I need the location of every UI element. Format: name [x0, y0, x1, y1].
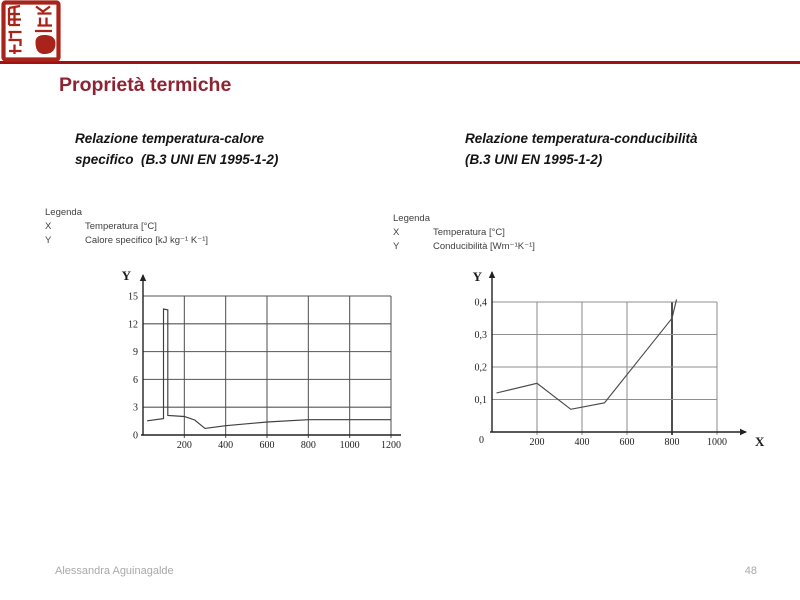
legend-y-desc: Calore specifico [kJ kg⁻¹ K⁻¹]: [85, 234, 209, 246]
svg-text:6: 6: [133, 374, 138, 386]
svg-text:0,3: 0,3: [474, 330, 487, 341]
svg-text:0: 0: [479, 435, 484, 446]
chart-title-line: (B.3 UNI EN 1995-1-2): [465, 151, 603, 167]
svg-text:Y: Y: [472, 269, 482, 284]
legend-x-row: [45, 220, 208, 234]
footer-author: Alessandra Aguinagalde: [55, 565, 174, 577]
svg-text:800: 800: [664, 437, 680, 448]
legend-x-desc: Temperatura [°C]: [433, 226, 505, 238]
legend-conductivity: [393, 212, 535, 253]
svg-text:3: 3: [133, 402, 138, 414]
legend-y-key: Y: [393, 240, 400, 252]
legend-x-key: X: [45, 220, 52, 232]
svg-text:600: 600: [259, 440, 275, 451]
legend-y-row: [45, 234, 208, 248]
chart-title-conductivity: [465, 129, 698, 171]
svg-text:Y: Y: [121, 268, 131, 283]
legend-heading: Legenda: [393, 213, 430, 224]
conductivity-chart: [450, 260, 790, 460]
svg-text:400: 400: [218, 440, 234, 451]
svg-text:1000: 1000: [707, 437, 727, 448]
header-accent-line: [0, 61, 800, 64]
svg-text:200: 200: [176, 440, 192, 451]
svg-text:800: 800: [300, 440, 316, 451]
legend-heading: Legenda: [45, 207, 82, 218]
svg-text:X: X: [755, 434, 765, 449]
chart-title-specific-heat: [75, 129, 278, 171]
svg-text:9: 9: [133, 347, 138, 359]
footer-page-number: 48: [744, 565, 757, 577]
svg-text:0,4: 0,4: [474, 297, 487, 309]
svg-text:12: 12: [128, 319, 138, 331]
svg-text:200: 200: [529, 437, 545, 448]
legend-x-key: X: [393, 226, 400, 238]
svg-text:0,2: 0,2: [474, 362, 487, 374]
svg-text:15: 15: [128, 291, 138, 303]
svg-text:0: 0: [133, 430, 138, 442]
legend-y-desc: Conducibilità [Wm⁻¹K⁻¹]: [433, 240, 535, 252]
legend-x-desc: Temperatura [°C]: [85, 220, 157, 232]
specific-heat-chart: [100, 265, 410, 460]
chart-title-line: Relazione temperatura-calore: [75, 131, 265, 146]
svg-text:1200: 1200: [381, 440, 401, 451]
legend-specific-heat: [45, 206, 208, 247]
chart-title-line: specifico (B.3 UNI EN 1995-1-2): [75, 151, 279, 167]
svg-text:1000: 1000: [339, 440, 360, 451]
svg-text:0,1: 0,1: [474, 395, 487, 406]
legend-x-row: [393, 226, 535, 240]
chart-title-line: Relazione temperatura-conducibilità: [465, 131, 698, 146]
svg-text:400: 400: [574, 437, 590, 448]
svg-text:600: 600: [619, 437, 635, 448]
seal-stamp-logo: [0, 0, 62, 62]
page-title: Proprietà termiche: [59, 74, 232, 96]
legend-y-key: Y: [45, 234, 52, 246]
legend-y-row: [393, 240, 535, 254]
